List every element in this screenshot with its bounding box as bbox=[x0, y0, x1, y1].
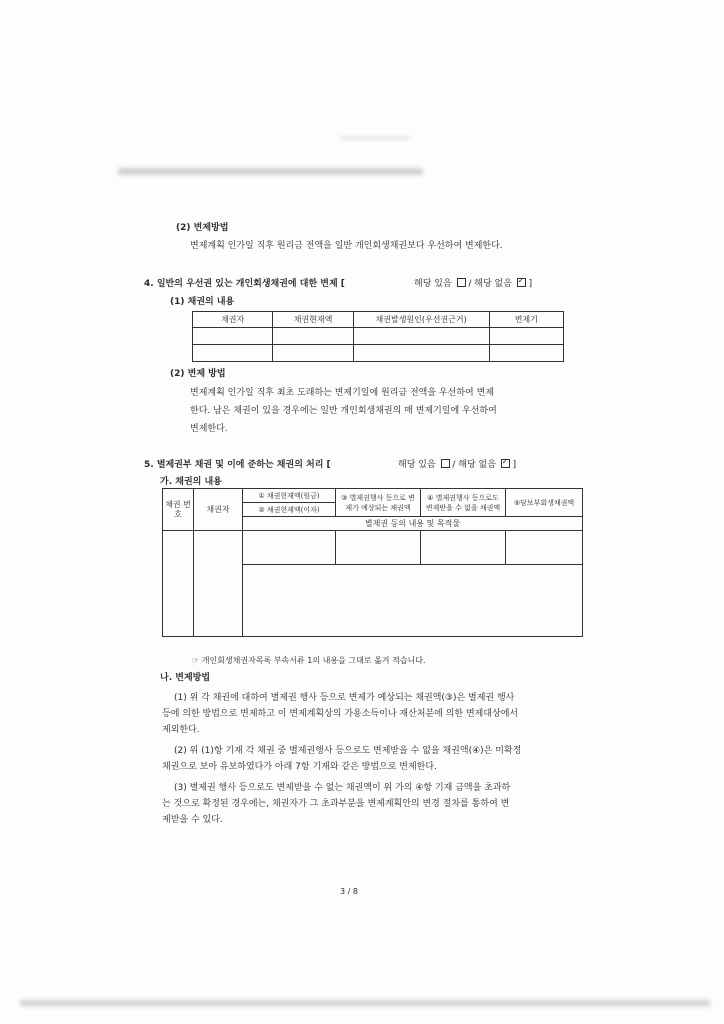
sec4-col-due: 변제기 bbox=[489, 312, 563, 328]
sec5-title-text: 5. 별제권부 채권 및 이에 준하는 채권의 처리 [ bbox=[144, 460, 331, 470]
sec4-creditor-table bbox=[192, 311, 564, 362]
sec5-col-secured: ⑤담보부회생채권액 bbox=[506, 489, 583, 517]
sec4-col-creditor: 채권자 bbox=[193, 312, 273, 328]
table-cell bbox=[193, 328, 273, 345]
sec5-col-principal: ① 채권현재액(원금) bbox=[243, 489, 336, 503]
table-cell bbox=[353, 345, 489, 362]
page-number: 3 / 8 bbox=[340, 887, 358, 896]
sec5-col-creditor: 채권자 bbox=[194, 489, 243, 531]
table-cell bbox=[243, 565, 583, 637]
sec5-checkbox-yes[interactable] bbox=[441, 459, 450, 468]
sec4-sub2-title: (2) 변제 방법 bbox=[170, 369, 226, 379]
sec5-close: ] bbox=[512, 460, 517, 470]
table-cell bbox=[421, 531, 506, 565]
table-cell bbox=[193, 345, 273, 362]
sec4-option-yes: 해당 있음 bbox=[414, 279, 452, 289]
sec5-para1-line3: 제외한다. bbox=[162, 725, 200, 735]
sec4-title bbox=[144, 278, 345, 290]
sec4-close: ] bbox=[528, 279, 533, 289]
table-cell bbox=[163, 531, 194, 637]
sec5-col-expected: ③ 별제권행사 등으로 변제가 예상되는 채권액 bbox=[336, 489, 421, 517]
sec5-col-unpaid: ④ 별제권행사 등으로도 변제받을 수 없을 채권액 bbox=[421, 489, 506, 517]
table-cell bbox=[336, 531, 421, 565]
sec4-col-cause: 채권발생원인(우선권근거) bbox=[353, 312, 489, 328]
sec5-para3-line1: (3) 별제권 행사 등으로도 변제받을 수 없는 채권액이 위 가의 ④항 기재 금액을 초과하 bbox=[174, 783, 511, 793]
sec5-option-yes: 해당 있음 bbox=[398, 460, 436, 470]
sec5-para3-line2: 는 것으로 확정된 경우에는, 채권자가 그 초과부분을 변제계획안의 변경 절차를 통하여 변 bbox=[162, 799, 510, 809]
sec4-option-no: / 해당 없음 bbox=[468, 279, 512, 289]
sec4-sub2-line3: 변제한다. bbox=[190, 424, 228, 434]
sec4-checkbox-no[interactable] bbox=[517, 278, 526, 287]
sec5-col-interest: ② 채권현재액(이자) bbox=[243, 503, 336, 517]
table-cell bbox=[273, 328, 353, 345]
sec4-title-text: 4. 일반의 우선권 있는 개인회생채권에 대한 변제 [ bbox=[144, 279, 345, 289]
table-cell bbox=[353, 328, 489, 345]
blurred-header-text bbox=[118, 168, 423, 175]
sec4-checkbox-yes[interactable] bbox=[457, 278, 466, 287]
table-cell bbox=[489, 328, 563, 345]
sec5-para1-line2: 등에 의한 방법으로 변제하고 이 변제계획상의 가용소득이나 재산처분에 의한 변제대상에서 bbox=[162, 709, 519, 719]
blurred-header-rule bbox=[340, 137, 410, 139]
table-cell bbox=[506, 531, 583, 565]
sec5-para3-line3: 제받을 수 있다. bbox=[162, 815, 223, 825]
table-cell bbox=[489, 345, 563, 362]
sec5-title bbox=[144, 459, 331, 471]
table-cell bbox=[273, 345, 353, 362]
sec4-sub2-line2: 한다. 남은 채권이 있을 경우에는 일반 개인회생채권의 매 변제기일에 우선하여 bbox=[190, 406, 497, 416]
sec5-options bbox=[398, 459, 516, 471]
sec4-col-amount: 채권현재액 bbox=[273, 312, 353, 328]
sec2-method-title: (2) 변제방법 bbox=[176, 223, 229, 233]
sec2-method-text: 변제계획 인가일 직후 원리금 전액을 일반 개인회생채권보다 우선하여 변제한다. bbox=[190, 241, 503, 251]
sec5-para2-line2: 채권으로 보아 유보하였다가 아래 7항 기재와 같은 방법으로 변제한다. bbox=[162, 762, 437, 772]
sec5-col-object: 별제권 등의 내용 및 목적물 bbox=[243, 517, 583, 531]
sec5-secured-claims-table bbox=[162, 488, 583, 637]
sec5-sub-b-title: 나. 변제방법 bbox=[160, 673, 211, 683]
sec5-checkbox-no[interactable] bbox=[501, 459, 510, 468]
sec5-option-no: / 해당 없음 bbox=[452, 460, 496, 470]
sec4-sub2-line1: 변제계획 인가일 직후 최초 도래하는 변제기일에 원리금 전액을 우선하여 변제 bbox=[190, 388, 494, 398]
sec5-col-no: 채권 번호 bbox=[163, 489, 194, 531]
sec5-note: ☞ 개인회생채권자목록 부속서류 1의 내용을 그대로 옮겨 적습니다. bbox=[192, 656, 426, 665]
table-cell bbox=[243, 531, 336, 565]
sec5-sub-a-title: 가. 채권의 내용 bbox=[160, 477, 222, 487]
blurred-footer-text bbox=[20, 1000, 710, 1006]
table-cell bbox=[194, 531, 243, 637]
sec4-options bbox=[414, 278, 532, 290]
sec5-para2-line1: (2) 위 (1)항 기재 각 채권 중 별제권행사 등으로도 변제받을 수 없을 채권액(④)은 미확정 bbox=[174, 746, 522, 756]
sec4-sub1-title: (1) 채권의 내용 bbox=[170, 297, 235, 307]
sec5-para1-line1: (1) 위 각 채권에 대하여 별제권 행사 등으로 변제가 예상되는 채권액(③)은 별제권 행사 bbox=[174, 693, 515, 703]
